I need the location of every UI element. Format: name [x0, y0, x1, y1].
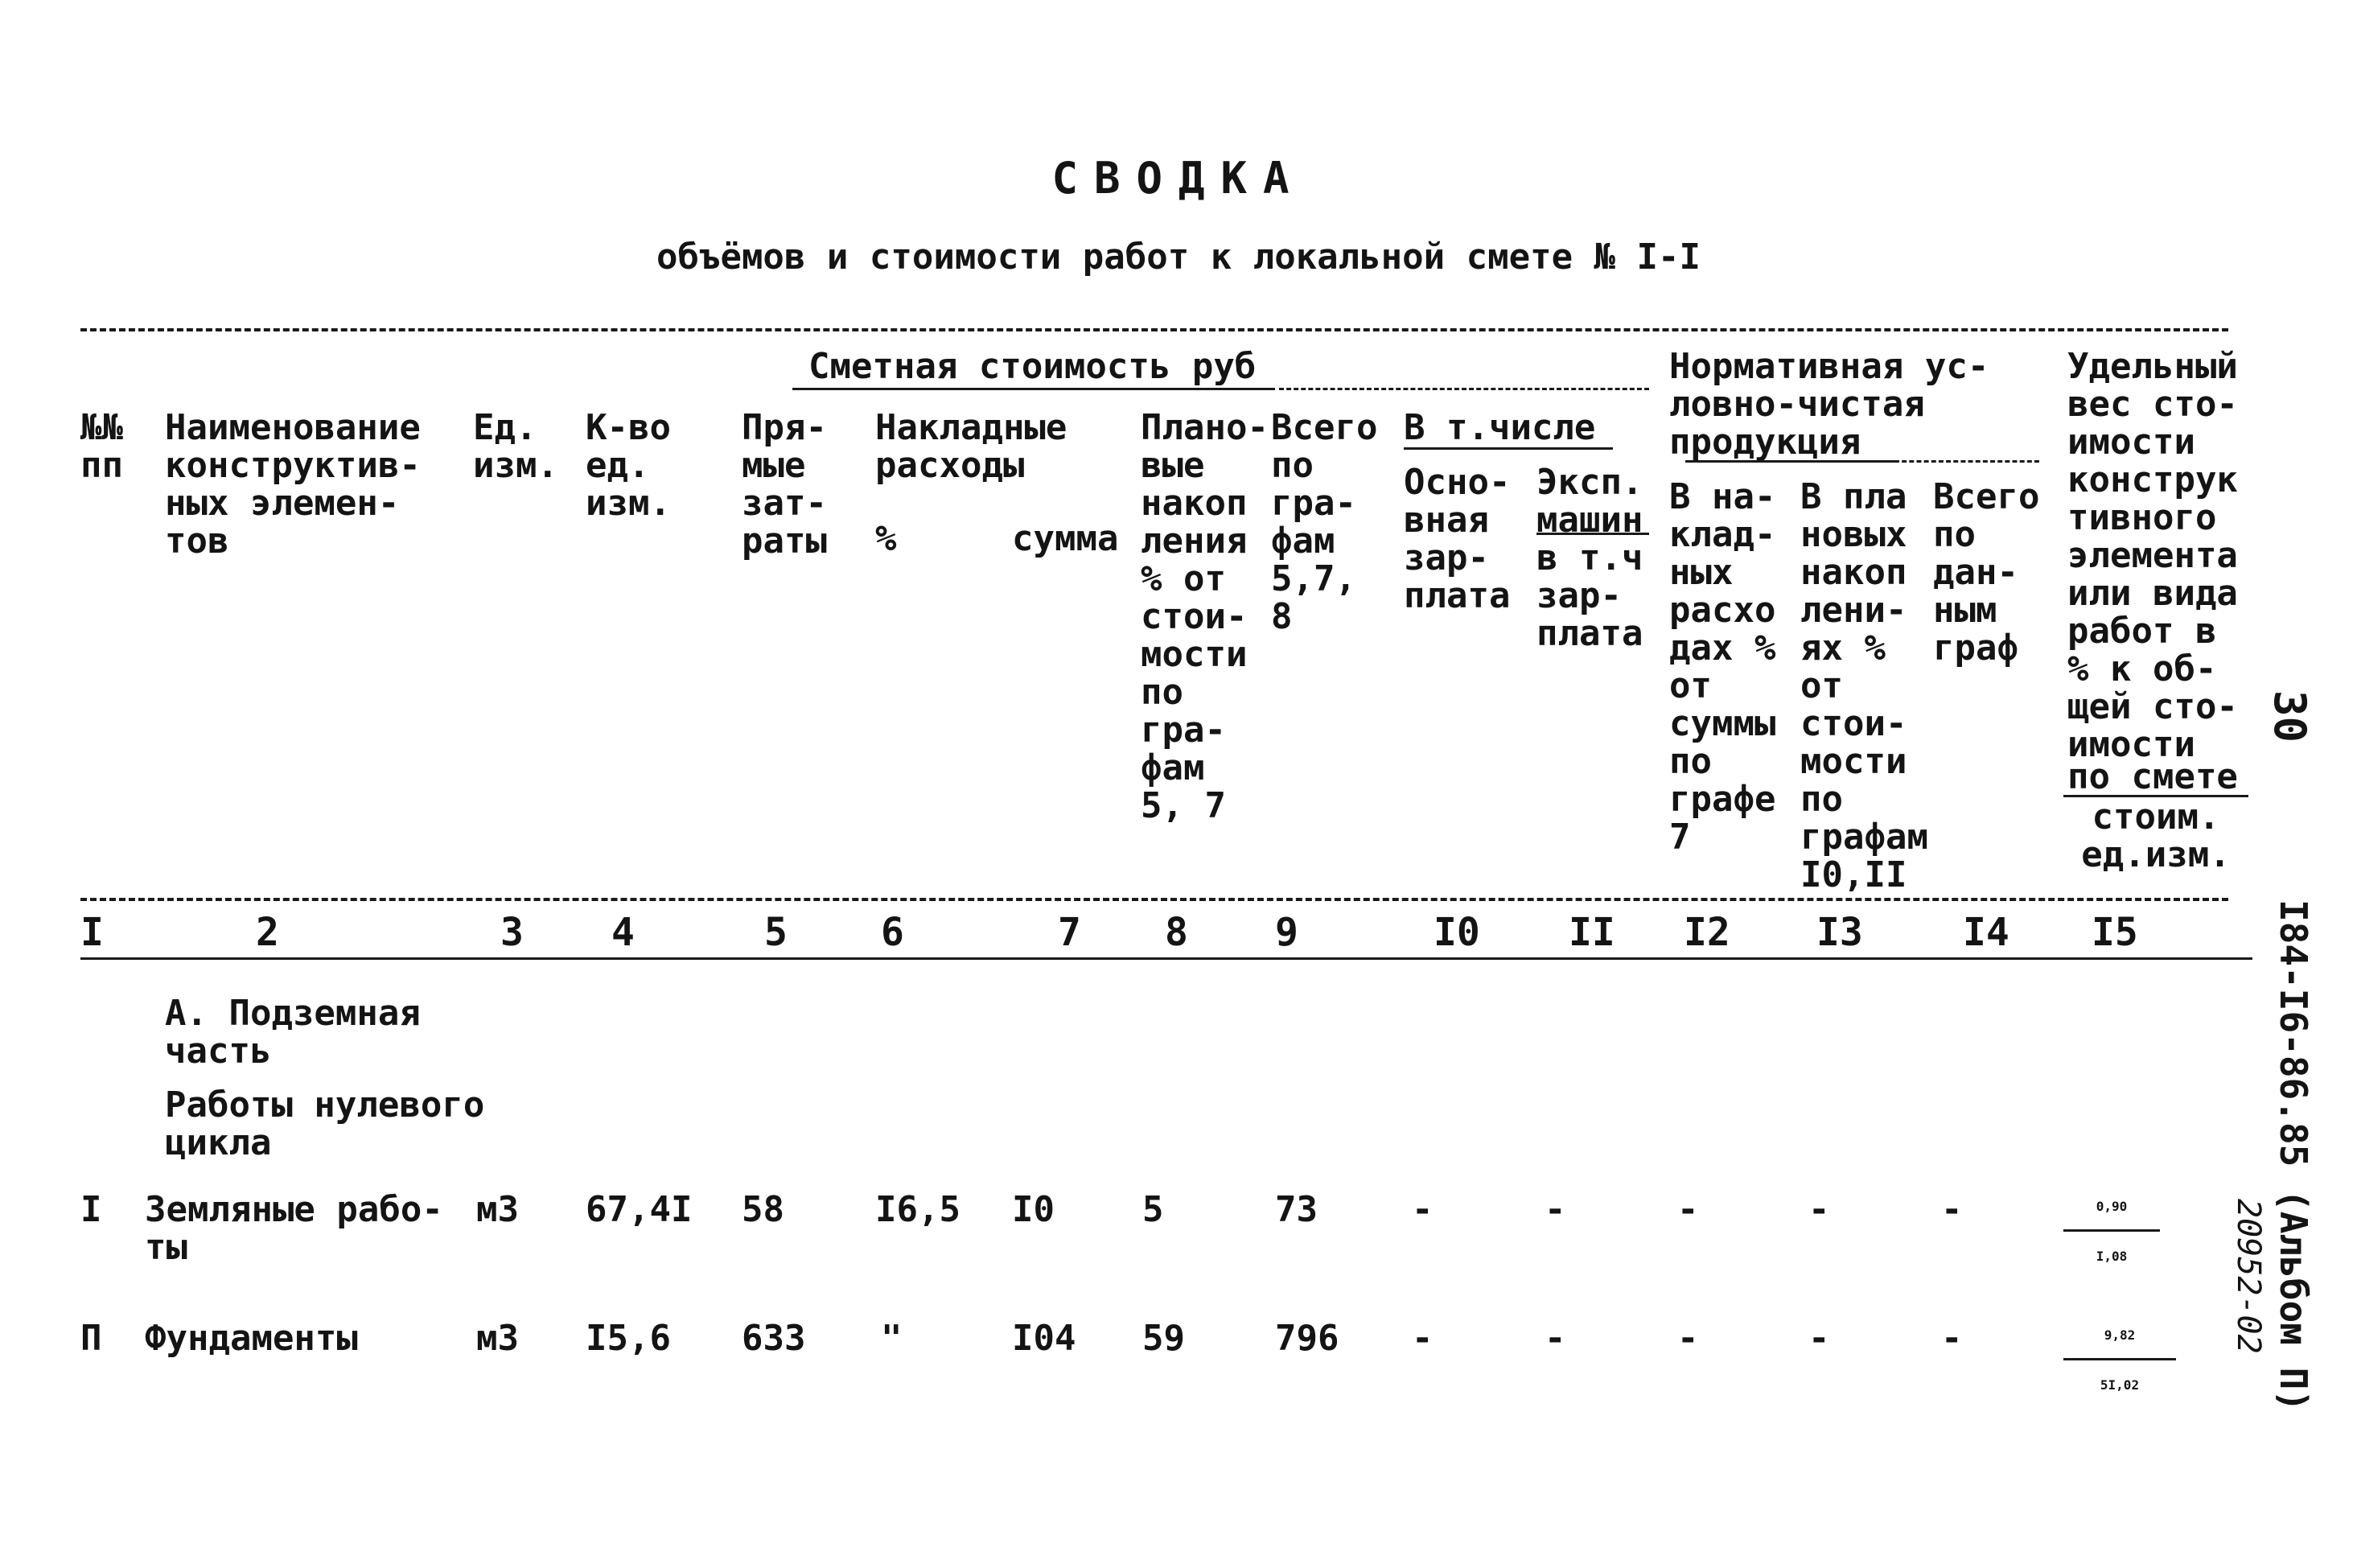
weight-denominator: I,08 — [2096, 1249, 2128, 1264]
group-including-underline — [1404, 447, 1613, 450]
group-normative-rule — [1894, 460, 2039, 463]
column-number: 5 — [764, 910, 788, 955]
row-overhead-sum: I04 — [1012, 1318, 1076, 1359]
column-number: I — [80, 910, 104, 955]
group-header-including: В т.числе — [1404, 407, 1596, 448]
col-header-base-salary: Осно- вная зар- плата — [1404, 462, 1511, 616]
row-planned-share: - — [1808, 1189, 1830, 1230]
page-subtitle: объёмов и стоимости работ к локальной смете № I-I — [656, 237, 1701, 278]
row-specific-weight — [2063, 1313, 2176, 1410]
column-number: 2 — [256, 910, 279, 955]
col-header-quantity: К-во ед. изм. — [586, 407, 671, 524]
column-number: I3 — [1816, 910, 1863, 955]
row-planned-share: - — [1808, 1318, 1830, 1359]
row-number: П — [80, 1318, 102, 1359]
row-overhead-share: - — [1677, 1189, 1699, 1230]
row-unit: м3 — [476, 1318, 519, 1359]
column-number-underline — [80, 957, 2252, 960]
row-direct-costs: 633 — [742, 1318, 806, 1359]
row-specific-weight — [2063, 1184, 2160, 1282]
row-quantity: I5,6 — [586, 1318, 671, 1359]
machine-underline — [1536, 533, 1649, 535]
column-number: 4 — [611, 910, 635, 955]
col-header-overhead-sum: сумма — [1012, 518, 1119, 559]
row-overhead-sum: I0 — [1012, 1189, 1055, 1230]
column-number: 6 — [881, 910, 904, 955]
row-total-by-columns: - — [1941, 1318, 1963, 1359]
section-title: А. Подземная часть — [165, 993, 421, 1072]
column-number: 7 — [1058, 910, 1081, 955]
section-subtitle: Работы нулевого цикла — [165, 1084, 485, 1163]
group-cost-underline — [792, 388, 1275, 390]
row-number: I — [80, 1189, 102, 1230]
weight-denominator: 5I,02 — [2100, 1377, 2140, 1393]
row-base-salary: - — [1412, 1189, 1434, 1230]
row-base-salary: - — [1412, 1318, 1434, 1359]
col-header-unit: Ед. изм. — [473, 407, 558, 486]
weight-numerator: 9,82 — [2063, 1313, 2176, 1360]
page-title: СВОДКА — [1051, 153, 1306, 204]
row-overhead-share: - — [1677, 1318, 1699, 1359]
row-planned-savings: 5 — [1142, 1189, 1164, 1230]
row-total-by-columns: - — [1941, 1189, 1963, 1230]
row-name: Земляные рабо- ты — [145, 1189, 443, 1268]
row-quantity: 67,4I — [586, 1189, 693, 1230]
document-code: I84-I6-86.85 (Альбом П) — [2272, 899, 2315, 1412]
col-header-overhead-share: В на- клад- ных расхо дах % от суммы по графе 7 — [1669, 476, 1776, 858]
row-unit: м3 — [476, 1189, 519, 1230]
col-header-planned-savings: Плано- вые накоп ления % от стои- мости по гра- фам 5, 7 — [1141, 407, 1269, 826]
col-header-weight-denominator: стоим. ед.изм. — [2081, 796, 2231, 875]
column-number: I5 — [2092, 910, 2138, 955]
weight-numerator: 0,90 — [2063, 1184, 2160, 1232]
table-top-rule — [80, 328, 2228, 331]
row-overhead-percent: " — [881, 1318, 903, 1359]
group-header-estimated-cost: Сметная стоимость руб — [808, 346, 1257, 387]
col-header-planned-share: В пла новых накоп лени- ях % от стои- мости по графам I0,II — [1800, 476, 1928, 895]
col-header-machine-operation: Эксп. машин в т.ч зар- плата — [1536, 462, 1643, 654]
col-header-weight-numerator: по смете — [2067, 756, 2238, 797]
row-overhead-percent: I6,5 — [875, 1189, 960, 1230]
column-number: 3 — [500, 910, 524, 955]
col-header-direct-costs: Пря- мые зат- раты — [742, 407, 827, 562]
col-header-name: Наименование конструктив- ных элемен- тов — [165, 407, 421, 562]
table-header-rule — [80, 898, 2228, 901]
row-direct-costs: 58 — [742, 1189, 784, 1230]
col-header-overhead: Накладные расходы — [875, 407, 1067, 486]
col-header-number: №№ пп — [80, 407, 123, 486]
column-number: 9 — [1275, 910, 1298, 955]
page-number: 30 — [2264, 690, 2315, 743]
row-machine-operation: - — [1545, 1318, 1566, 1359]
document-number: 20952-02 — [2230, 1199, 2267, 1354]
row-machine-operation: - — [1545, 1189, 1566, 1230]
group-header-normative-product: Нормативная ус- ловно-чистая продукция — [1669, 346, 1989, 463]
column-number: I4 — [1963, 910, 2009, 955]
group-normative-underline — [1685, 460, 1894, 463]
column-number: I2 — [1684, 910, 1730, 955]
row-name: Фундаменты — [145, 1318, 358, 1359]
row-planned-savings: 59 — [1142, 1318, 1185, 1359]
column-number: I0 — [1434, 910, 1480, 955]
col-header-overhead-percent: % — [875, 518, 897, 559]
row-total: 796 — [1275, 1318, 1339, 1359]
group-cost-rule — [1279, 388, 1649, 390]
col-header-specific-weight: Удельный вес сто- имости конструк тивного элемента или вида работ в % к об- щей сто- имости — [2067, 346, 2238, 765]
row-total: 73 — [1275, 1189, 1318, 1230]
col-header-total: Всего по гра- фам 5,7, 8 — [1271, 407, 1378, 637]
col-header-total-by-columns: Всего по дан- ным граф — [1933, 476, 2040, 669]
column-number: 8 — [1165, 910, 1188, 955]
column-number: II — [1569, 910, 1615, 955]
